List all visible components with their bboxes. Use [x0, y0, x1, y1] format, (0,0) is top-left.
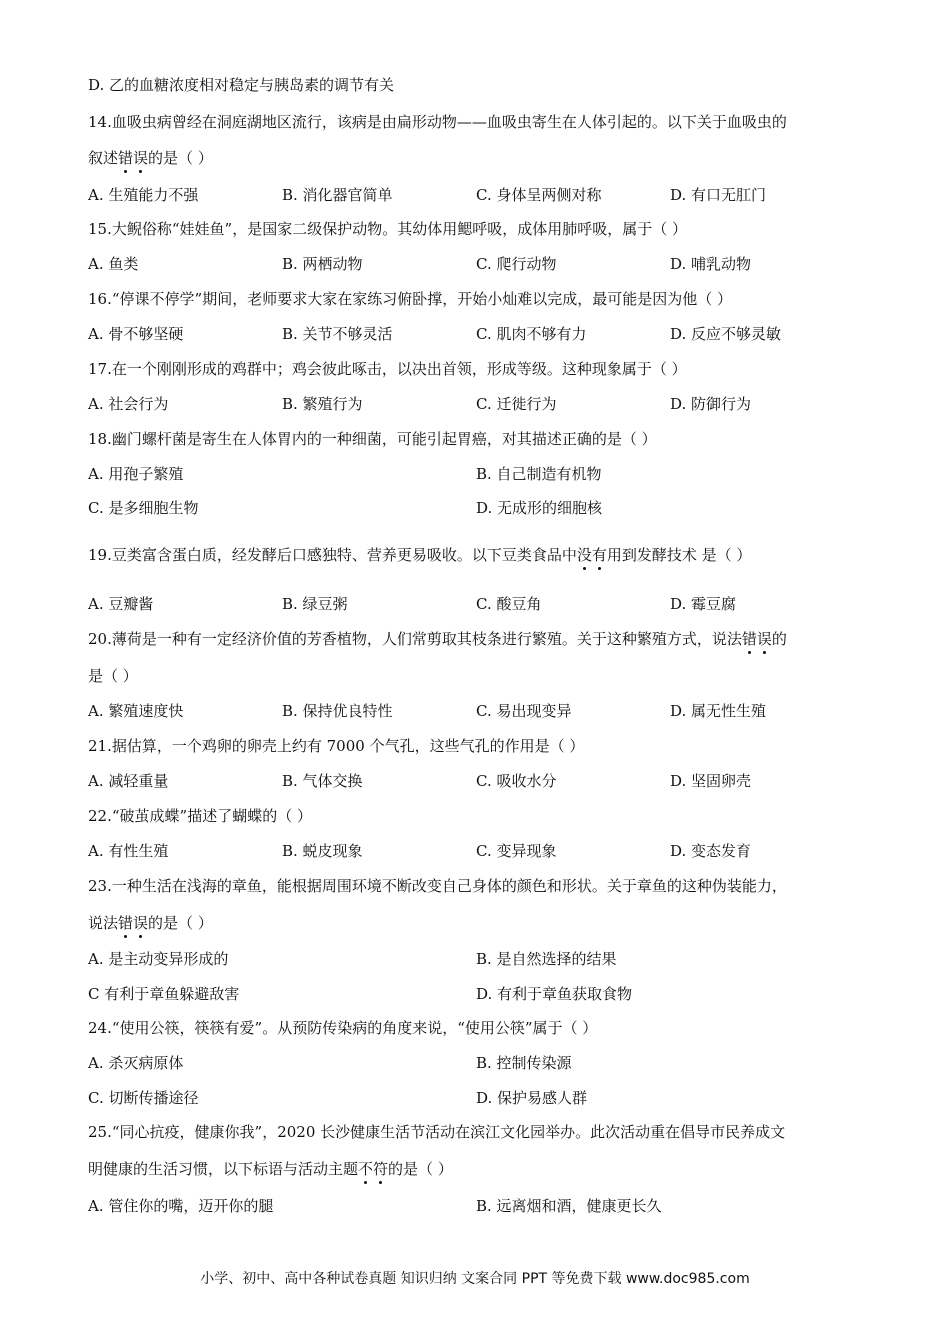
- q23-stem-text: 说法: [88, 914, 119, 932]
- q17-option-c: C. 迁徙行为: [476, 395, 557, 413]
- q25-stem-text: 明健康的生活习惯，以下标语与活动主题: [88, 1160, 359, 1178]
- emphasis-char: 符: [373, 1160, 389, 1178]
- q20-stem-text: 20.薄荷是一种有一定经济价值的芳香植物，人们常剪取其枝条进行繁殖。关于这种繁殖方式，说法: [88, 630, 742, 648]
- emphasis-char: 有: [591, 546, 607, 564]
- q17-option-d: D. 防御行为: [670, 395, 752, 413]
- q19-stem-text: 用到发酵技术 是（ ）: [606, 546, 752, 564]
- emphasis-char: 误: [133, 149, 149, 167]
- q20-option-a: A. 繁殖速度快: [88, 702, 184, 720]
- q18-option-a: A. 用孢子繁殖: [88, 465, 184, 483]
- q23-stem-line2: [88, 913, 213, 933]
- q15-stem: 15.大鲵俗称“娃娃鱼”，是国家二级保护动物。其幼体用鳃呼吸，成体用肺呼吸，属于（ ）: [88, 220, 687, 238]
- q21-option-d: D. 坚固卵壳: [670, 772, 752, 790]
- q19-option-b: B. 绿豆粥: [282, 595, 348, 613]
- q18-stem: 18.幽门螺杆菌是寄生在人体胃内的一种细菌，可能引起胃癌，对其描述正确的是（ ）: [88, 430, 657, 448]
- q20-option-c: C. 易出现变异: [476, 702, 572, 720]
- q14-stem-text: 叙述: [88, 149, 119, 167]
- q20-stem-text: 的: [771, 630, 787, 648]
- q14-stem-text: 的是（ ）: [148, 149, 213, 167]
- emphasis-char: 误: [133, 914, 149, 932]
- q25-stem-text: 的是（ ）: [388, 1160, 453, 1178]
- emphasis-char: 不: [358, 1160, 374, 1178]
- emphasis-char: 错: [741, 630, 757, 648]
- q23-option-b: B. 是自然选择的结果: [476, 950, 617, 968]
- q16-option-a: A. 骨不够坚硬: [88, 325, 184, 343]
- page-footer: 小学、初中、高中各种试卷真题 知识归纳 文案合同 PPT 等免费下载 www.doc985.com: [200, 1271, 750, 1287]
- q25-option-a: A. 管住你的嘴，迈开你的腿: [88, 1197, 274, 1215]
- q15-option-d: D. 哺乳动物: [670, 255, 752, 273]
- q24-option-a: A. 杀灭病原体: [88, 1054, 184, 1072]
- q24-option-c: C. 切断传播途径: [88, 1089, 199, 1107]
- q22-option-a: A. 有性生殖: [88, 842, 169, 860]
- q14-stem-line2: [88, 148, 213, 168]
- q15-option-a: A. 鱼类: [88, 255, 139, 273]
- q25-option-b: B. 远离烟和酒，健康更长久: [476, 1197, 662, 1215]
- q23-option-a: A. 是主动变异形成的: [88, 950, 229, 968]
- q19-option-d: D. 霉豆腐: [670, 595, 737, 613]
- q17-option-a: A. 社会行为: [88, 395, 169, 413]
- emphasis-char: 没: [576, 546, 592, 564]
- q18-option-b: B. 自己制造有机物: [476, 465, 602, 483]
- q14-option-a: A. 生殖能力不强: [88, 186, 199, 204]
- q21-option-a: A. 减轻重量: [88, 772, 169, 790]
- q25-stem-line1: 25.“同心抗疫，健康你我”，2020 长沙健康生活节活动在滨江文化园举办。此次活动重在倡导市民养成文: [88, 1123, 786, 1141]
- q22-stem: 22.“破茧成蝶”描述了蝴蝶的（ ）: [88, 807, 312, 825]
- q19-option-c: C. 酸豆角: [476, 595, 542, 613]
- q17-option-b: B. 繁殖行为: [282, 395, 363, 413]
- q15-option-c: C. 爬行动物: [476, 255, 557, 273]
- q18-option-c: C. 是多细胞生物: [88, 499, 199, 517]
- emphasis-char: 误: [756, 630, 772, 648]
- q24-option-b: B. 控制传染源: [476, 1054, 572, 1072]
- q20-option-d: D. 属无性生殖: [670, 702, 767, 720]
- q22-option-c: C. 变异现象: [476, 842, 557, 860]
- q23-stem-line1: 23.一种生活在浅海的章鱼，能根据周围环境不断改变自己身体的颜色和形状。关于章鱼的这种伪装能力，: [88, 877, 787, 895]
- q16-stem: 16.“停课不停学”期间，老师要求大家在家练习俯卧撑，开始小灿难以完成，最可能是因为他（ ）: [88, 290, 732, 308]
- q14-stem-line1: 14.血吸虫病曾经在洞庭湖地区流行，该病是由扁形动物——血吸虫寄生在人体引起的。以下关于血吸虫的: [88, 113, 787, 131]
- q13-option-d: D. 乙的血糖浓度相对稳定与胰岛素的调节有关: [88, 76, 395, 94]
- q16-option-b: B. 关节不够灵活: [282, 325, 393, 343]
- q20-stem-line2: 是（ ）: [88, 667, 138, 685]
- q25-stem-line2: [88, 1159, 453, 1179]
- q19-stem-text: 19.豆类富含蛋白质，经发酵后口感独特、营养更易吸收。以下豆类食品中: [88, 546, 577, 564]
- q16-option-c: C. 肌肉不够有力: [476, 325, 587, 343]
- q20-option-b: B. 保持优良特性: [282, 702, 393, 720]
- q17-stem: 17.在一个刚刚形成的鸡群中；鸡会彼此啄击，以决出首领，形成等级。这种现象属于（ ）: [88, 360, 687, 378]
- q22-option-b: B. 蜕皮现象: [282, 842, 363, 860]
- q23-stem-text: 的是（ ）: [148, 914, 213, 932]
- q19-stem: [88, 545, 751, 565]
- q18-option-d: D. 无成形的细胞核: [476, 499, 603, 517]
- q19-option-a: A. 豆瓣酱: [88, 595, 154, 613]
- q20-stem-line1: [88, 629, 787, 649]
- q24-stem: 24.“使用公筷，筷筷有爱”。从预防传染病的角度来说，“使用公筷”属于（ ）: [88, 1019, 598, 1037]
- q23-option-d: D. 有利于章鱼获取食物: [476, 985, 633, 1003]
- q15-option-b: B. 两栖动物: [282, 255, 363, 273]
- emphasis-char: 错: [118, 149, 134, 167]
- q22-option-d: D. 变态发育: [670, 842, 752, 860]
- q14-option-b: B. 消化器官简单: [282, 186, 393, 204]
- emphasis-char: 错: [118, 914, 134, 932]
- q21-stem: 21.据估算，一个鸡卵的卵壳上约有 7000 个气孔，这些气孔的作用是（ ）: [88, 737, 585, 755]
- q24-option-d: D. 保护易感人群: [476, 1089, 588, 1107]
- q16-option-d: D. 反应不够灵敏: [670, 325, 782, 343]
- q14-option-d: D. 有口无肛门: [670, 186, 767, 204]
- q23-option-c: C 有利于章鱼躲避敌害: [88, 985, 240, 1003]
- q21-option-c: C. 吸收水分: [476, 772, 557, 790]
- q14-option-c: C. 身体呈两侧对称: [476, 186, 602, 204]
- q21-option-b: B. 气体交换: [282, 772, 363, 790]
